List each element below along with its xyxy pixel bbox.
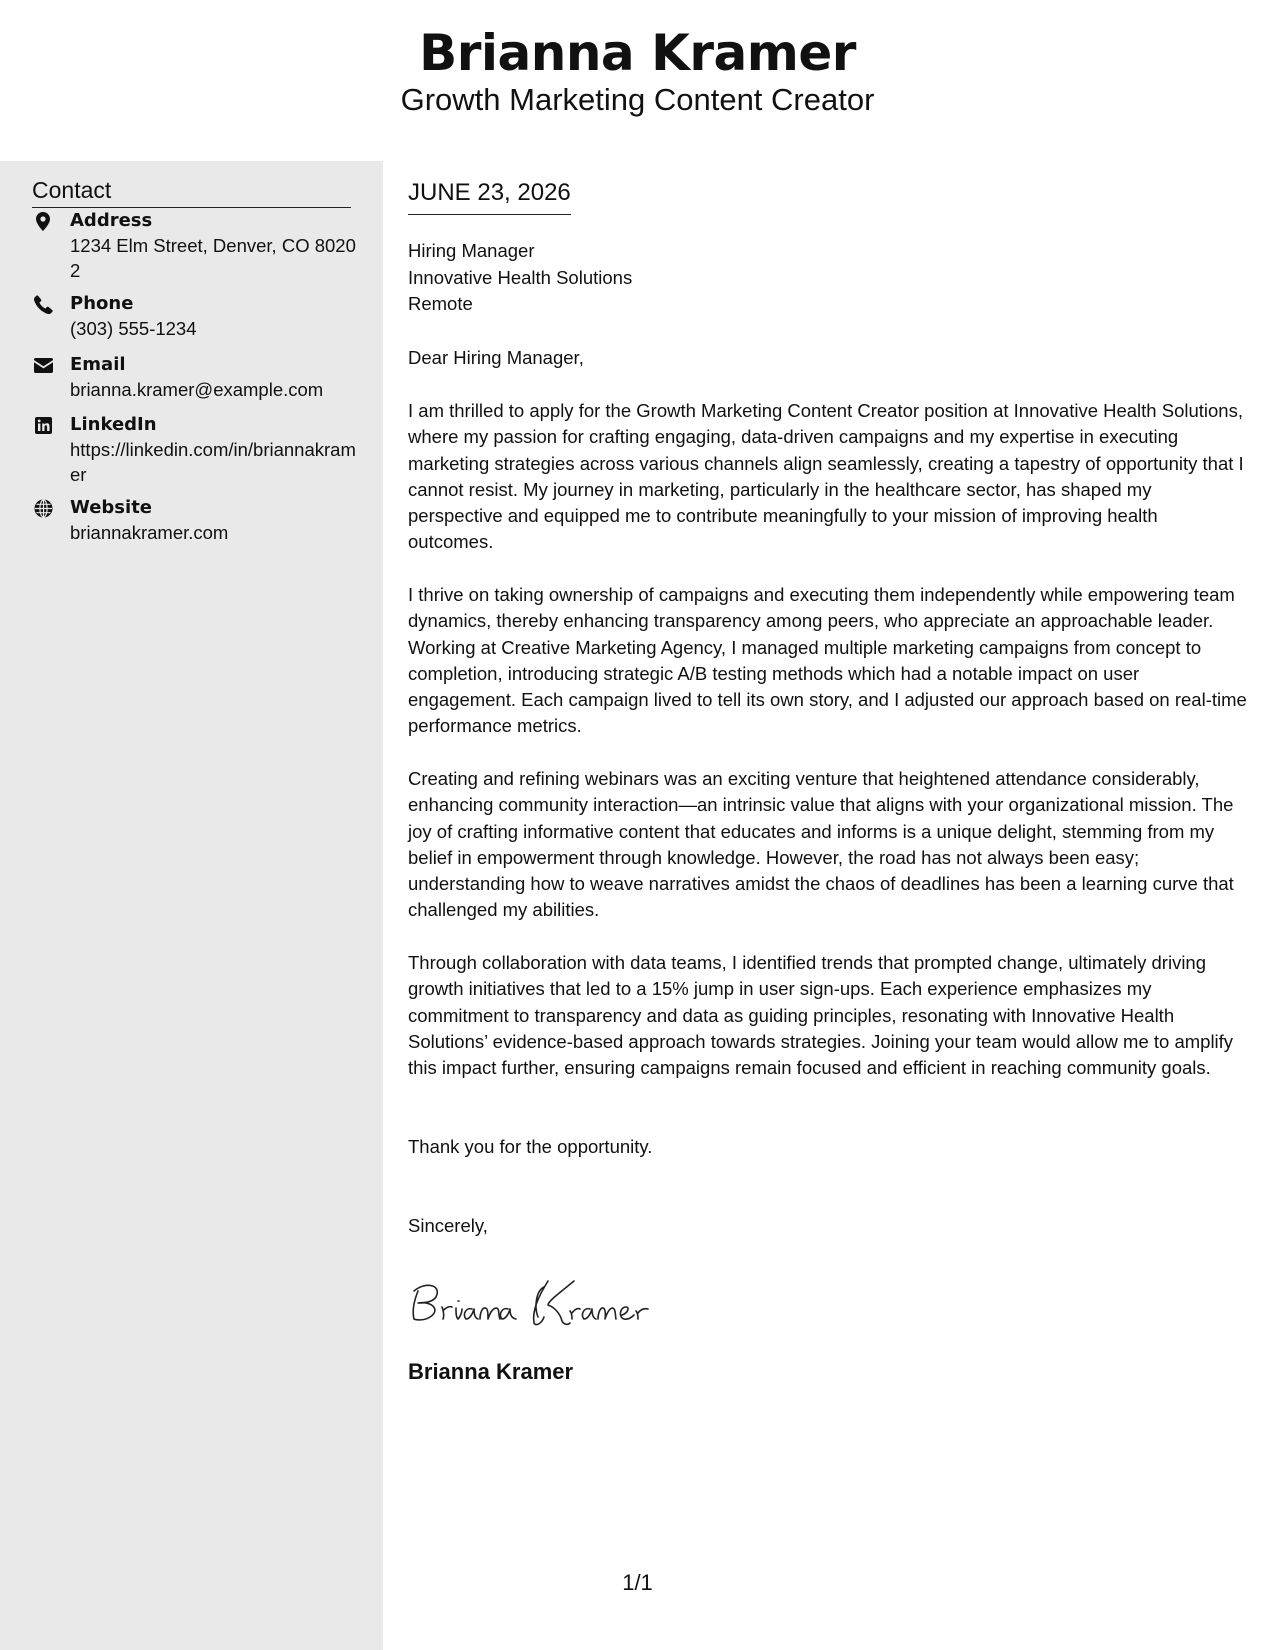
address-value: 1234 Elm Street, Denver, CO 80202 — [70, 235, 356, 281]
letter-paragraph: Creating and refining webinars was an exciting venture that heightened attendance considerably, enhancing community interaction—an intrinsic value that aligns with your organizational mission. The joy of crafting informative content that educates and informs is a unique delight, stemming from my belief in empowerment through knowledge. However, the road has not always been easy; understanding how to weave narratives amidst the chaos of deadlines has been a learning curve that challenged my abilities. — [408, 768, 1234, 921]
letter-paragraph: Through collaboration with data teams, I identified trends that prompted change, ultimately driving growth initiatives that led to a 15% jump in user sign-ups. Each experience emphasizes my commitment to transparency and data as guiding principles, resonating with Innovative Health Solutions’ evidence-based approach towards strategies. Joining your team would allow me to amplify this impact further, ensuring campaigns remain focused and efficient in reaching community goals. — [408, 952, 1234, 1079]
letter-paragraph: I am thrilled to apply for the Growth Marketing Content Creator position at Innovative Health Solutions, where my passion for crafting engaging, data-driven campaigns and my expertise in executing marketing strategies across various channels align seamlessly, creating a tapestry of opportunity that I cannot resist. My journey in marketing, particularly in the healthcare sector, has shaped my perspective and equipped me to contribute meaningfully to your mission of improving health outcomes. — [408, 400, 1244, 553]
closing-line: Sincerely, — [408, 1215, 488, 1236]
page-number: 1/1 — [622, 1570, 653, 1595]
applicant-title: Growth Marketing Content Creator — [400, 82, 875, 117]
contact-label: Phone — [70, 293, 134, 314]
thank-you-line: Thank you for the opportunity. — [408, 1136, 653, 1157]
contact-label: LinkedIn — [70, 414, 157, 435]
contact-label: Email — [70, 354, 126, 375]
linkedin-value[interactable]: https://linkedin.com/in/briannakramer — [70, 439, 356, 485]
phone-value: (303) 555-1234 — [70, 318, 197, 339]
signature-image — [408, 1267, 678, 1331]
contact-sidebar — [0, 161, 383, 1650]
recipient-line: Remote — [408, 293, 473, 314]
recipient-block — [408, 238, 632, 318]
phone-icon — [32, 294, 54, 314]
contact-label: Address — [70, 210, 153, 231]
map-pin-icon — [32, 211, 54, 231]
email-value[interactable]: brianna.kramer@example.com — [70, 379, 324, 400]
contact-heading: Contact — [32, 175, 351, 208]
contact-label: Website — [70, 497, 153, 518]
salutation: Dear Hiring Manager, — [408, 347, 584, 368]
signer-name: Brianna Kramer — [408, 1359, 574, 1384]
envelope-icon — [32, 355, 54, 375]
applicant-name: Brianna Kramer — [419, 24, 856, 82]
linkedin-icon — [32, 415, 54, 435]
website-value[interactable]: briannakramer.com — [70, 522, 229, 543]
resume-header — [0, 0, 1275, 161]
globe-icon — [32, 498, 54, 518]
recipient-line: Hiring Manager — [408, 240, 535, 261]
letter-date: JUNE 23, 2026 — [408, 177, 571, 215]
letter-paragraph: I thrive on taking ownership of campaigns and executing them independently while empowering team dynamics, thereby enhancing transparency among peers, who appreciate an approachable leader. Working at Creative Marketing Agency, I managed multiple marketing campaigns from concept to completion, introducing strategic A/B testing methods which had a notable impact on user engagement. Each campaign lived to tell its own story, and I adjusted our approach based on real-time performance metrics. — [408, 584, 1247, 737]
recipient-line: Innovative Health Solutions — [408, 266, 633, 288]
